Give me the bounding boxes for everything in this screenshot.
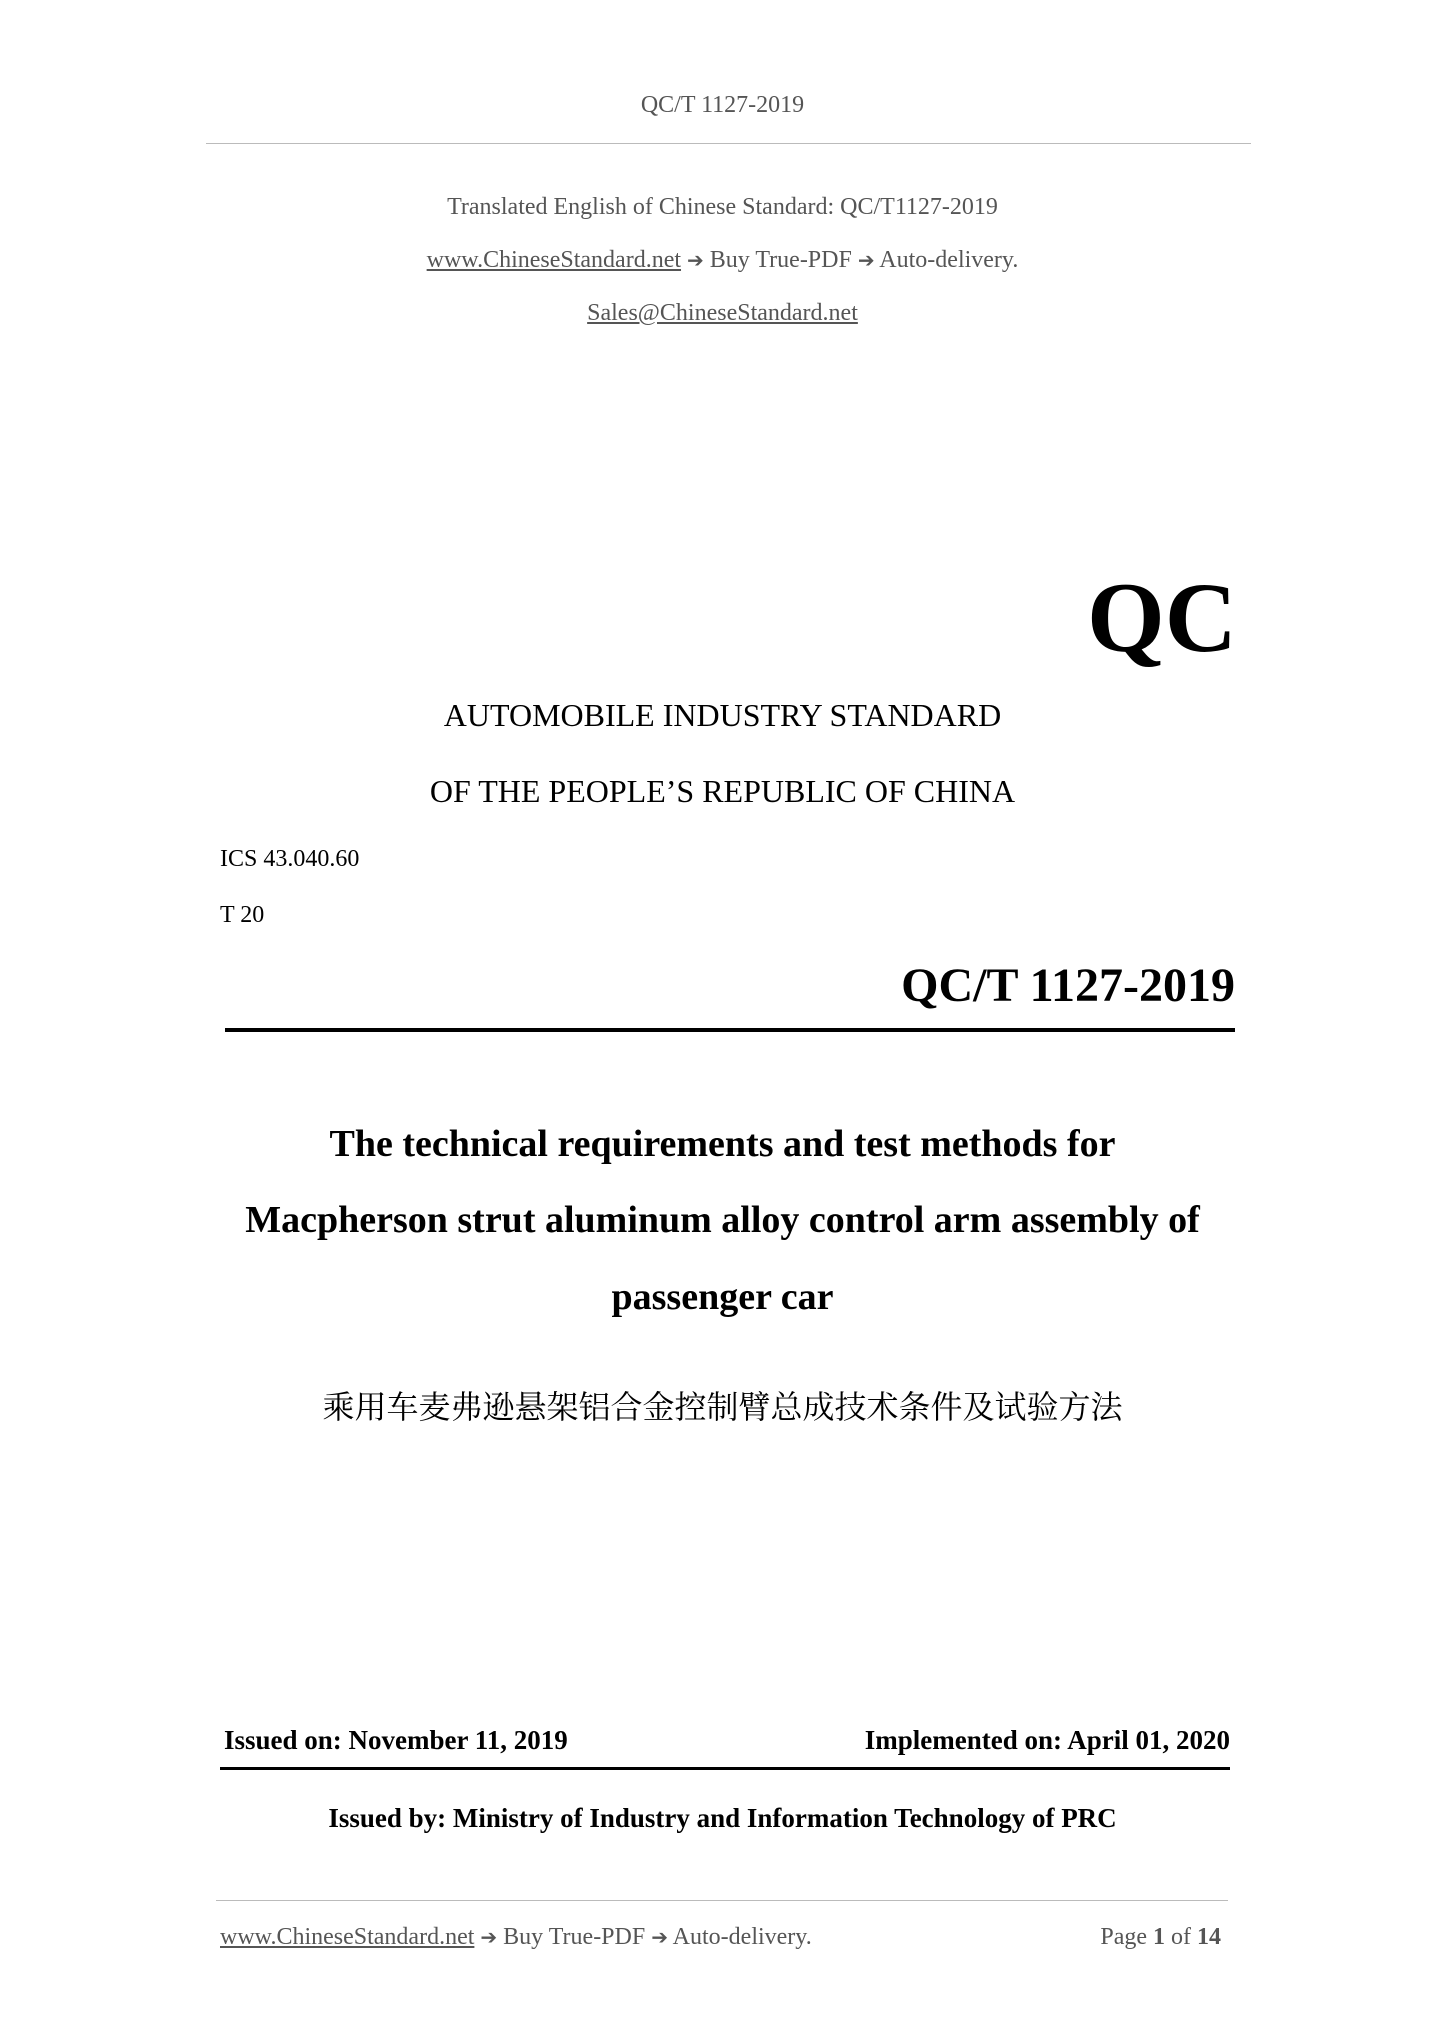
footer-buy-text: Buy True-PDF [503, 1924, 646, 1950]
org-line-1: AUTOMOBILE INDUSTRY STANDARD [443, 697, 1002, 733]
page-total: 14 [1197, 1924, 1221, 1950]
buy-text: Buy True-PDF [709, 247, 852, 273]
footer-links [220, 1924, 812, 1951]
issued-date: Issued on: November 11, 2019 [224, 1725, 568, 1755]
code-divider [225, 1028, 1235, 1032]
page-label: Page [1100, 1924, 1147, 1950]
sales-email-link[interactable]: Sales@ChineseStandard.net [587, 300, 858, 326]
auto-delivery-text: Auto-delivery. [879, 247, 1019, 273]
footer-site-link[interactable]: www.ChineseStandard.net [220, 1924, 475, 1950]
promo-line: Translated English of Chinese Standard: QC/T1127-2019 [447, 194, 998, 220]
classification-code: T 20 [220, 902, 265, 928]
dates-divider [220, 1767, 1230, 1770]
standard-mark: QC [1087, 562, 1237, 673]
ics-code: ICS 43.040.60 [220, 846, 360, 872]
arrow-right-icon: ➔ [651, 1925, 668, 1949]
page-indicator [1100, 1924, 1221, 1951]
title-chinese: 乘用车麦弗逊悬架铝合金控制臂总成技术条件及试验方法 [322, 1388, 1123, 1426]
arrow-right-icon: ➔ [687, 248, 704, 272]
header-divider [206, 143, 1251, 144]
issued-by: Issued by: Ministry of Industry and Information Technology of PRC [328, 1803, 1117, 1833]
site-link[interactable]: www.ChineseStandard.net [426, 247, 682, 273]
arrow-right-icon: ➔ [480, 1925, 498, 1949]
title-line-2: Macpherson strut aluminum alloy control arm assembly of [245, 1199, 1200, 1241]
running-header: QC/T 1127-2019 [640, 92, 805, 118]
promo-links [0, 247, 1445, 274]
title-line-1: The technical requirements and test methods for [329, 1123, 1116, 1165]
footer-divider [216, 1900, 1228, 1901]
arrow-right-icon: ➔ [857, 248, 875, 272]
sales-line [0, 300, 1445, 327]
org-line-2: OF THE PEOPLE’S REPUBLIC OF CHINA [429, 773, 1016, 809]
footer-auto-text: Auto-delivery. [672, 1924, 812, 1950]
page-number: 1 [1153, 1924, 1165, 1950]
title-line-3: passenger car [611, 1276, 834, 1318]
of-label: of [1171, 1924, 1191, 1950]
implemented-date: Implemented on: April 01, 2020 [864, 1725, 1230, 1755]
standard-code: QC/T 1127-2019 [901, 959, 1235, 1012]
